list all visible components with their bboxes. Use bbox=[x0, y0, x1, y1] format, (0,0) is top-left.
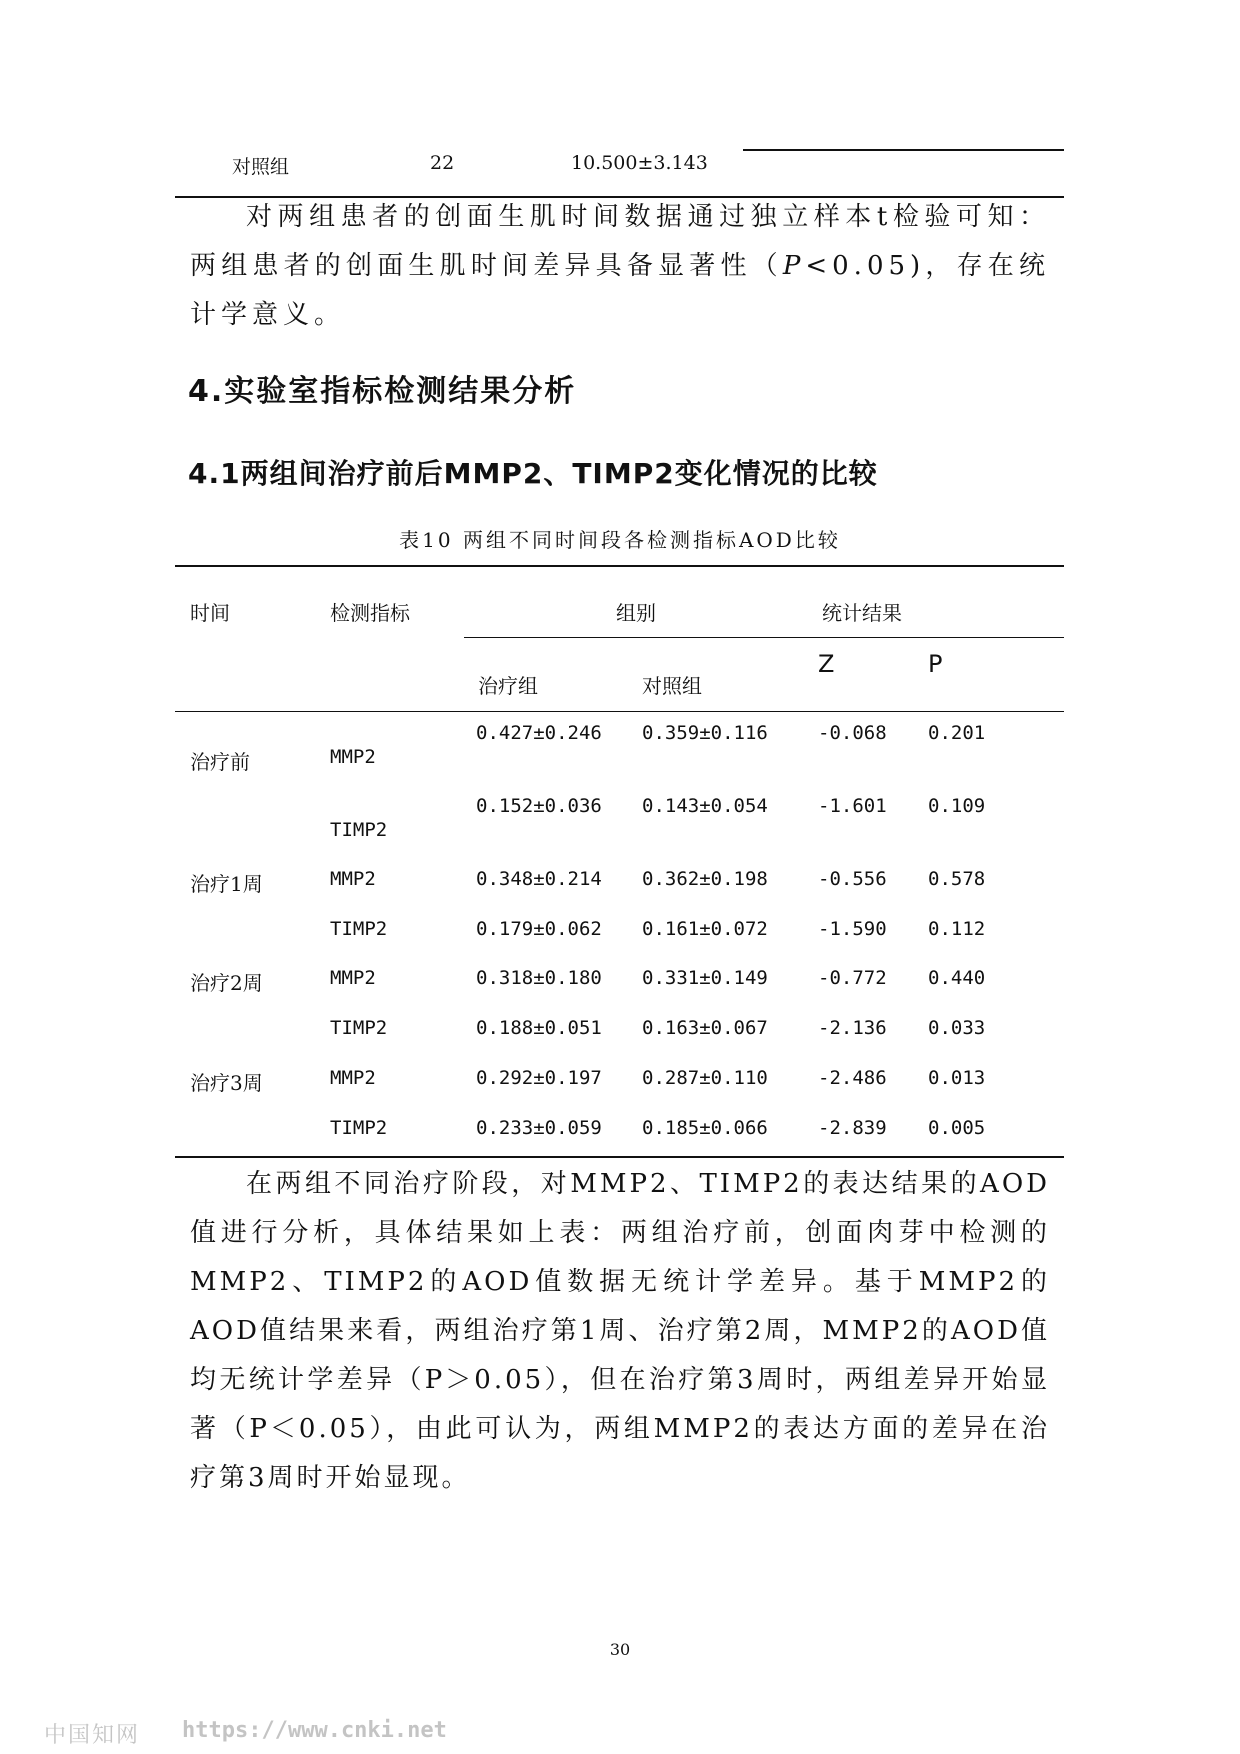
footer-url: https://www.cnki.net bbox=[182, 1718, 447, 1743]
header-stats: 统计结果 bbox=[822, 601, 902, 625]
row-2-treat: 0.348±0.214 bbox=[476, 868, 602, 890]
paragraph-1-p-letter: P bbox=[782, 251, 806, 281]
row-4-z: -0.772 bbox=[818, 967, 887, 989]
row-1-treat: 0.152±0.036 bbox=[476, 795, 602, 817]
table-caption: 表10 两组不同时间段各检测指标AOD比较 bbox=[399, 528, 841, 552]
row-6-control: 0.287±0.110 bbox=[642, 1067, 768, 1089]
section-heading: 4.实验室指标检测结果分析 bbox=[188, 374, 577, 409]
row-6-z: -2.486 bbox=[818, 1067, 887, 1089]
row-3-indicator: TIMP2 bbox=[330, 918, 388, 940]
row-4-time: 治疗2周 bbox=[190, 971, 263, 995]
row-0-control: 0.359±0.116 bbox=[642, 722, 768, 744]
page-number: 30 bbox=[609, 1640, 631, 1659]
row-6-treat: 0.292±0.197 bbox=[476, 1067, 602, 1089]
paragraph-1-text-a: 对两组患者的创面生肌时间数据通过独立样本t检验可知：两组患者的创面生肌时间差异具备显著性（ bbox=[190, 202, 1050, 281]
header-indicator: 检测指标 bbox=[330, 601, 410, 625]
row-7-treat: 0.233±0.059 bbox=[476, 1117, 602, 1139]
header-time: 时间 bbox=[190, 601, 230, 625]
row-1-indicator: TIMP2 bbox=[330, 819, 388, 841]
row-1-z: -1.601 bbox=[818, 795, 887, 817]
subsection-heading: 4.1两组间治疗前后MMP2、TIMP2变化情况的比较 bbox=[188, 457, 878, 490]
row-0-time: 治疗前 bbox=[190, 750, 250, 774]
row-0-treat: 0.427±0.246 bbox=[476, 722, 602, 744]
header-treat: 治疗组 bbox=[478, 674, 538, 698]
paragraph-2: 在两组不同治疗阶段，对MMP2、TIMP2的表达结果的AOD值进行分析，具体结果如上表：两组治疗前，创面肉芽中检测的MMP2、TIMP2的AOD值数据无统计学差异。基于MMP2的AOD值结果来看，两组治疗第1周、治疗第2周，MMP2的AOD值均无统计学差异（P＞0.05），但在治疗第3周时，两组差异开始显著（P＜0.05），由此可认为，两组MMP2的表达方面的差异在治疗第3周时开始显现。 bbox=[190, 1169, 1050, 1493]
table-group-rule bbox=[464, 637, 1064, 638]
row-1-control: 0.143±0.054 bbox=[642, 795, 768, 817]
header-group: 组别 bbox=[616, 601, 656, 625]
paragraph-1-text-b: <0.05)，存在统计学意义。 bbox=[190, 251, 1050, 330]
row-3-treat: 0.179±0.062 bbox=[476, 918, 602, 940]
row-5-control: 0.163±0.067 bbox=[642, 1017, 768, 1039]
footer-site-name: 中国知网 bbox=[44, 1723, 141, 1748]
row-7-control: 0.185±0.066 bbox=[642, 1117, 768, 1139]
row-6-time: 治疗3周 bbox=[190, 1071, 263, 1095]
paragraph-1 bbox=[190, 193, 1050, 340]
row-6-indicator: MMP2 bbox=[330, 1067, 376, 1089]
row-7-indicator: TIMP2 bbox=[330, 1117, 388, 1139]
row-5-indicator: TIMP2 bbox=[330, 1017, 388, 1039]
header-control: 对照组 bbox=[642, 674, 702, 698]
row-7-z: -2.839 bbox=[818, 1117, 887, 1139]
table-top-rule bbox=[175, 565, 1064, 567]
row-2-control: 0.362±0.198 bbox=[642, 868, 768, 890]
row-4-indicator: MMP2 bbox=[330, 967, 376, 989]
prev-table-group: 对照组 bbox=[232, 156, 290, 178]
row-4-treat: 0.318±0.180 bbox=[476, 967, 602, 989]
row-4-control: 0.331±0.149 bbox=[642, 967, 768, 989]
prev-table-top-rule bbox=[743, 149, 1064, 151]
prev-table-value: 10.500±3.143 bbox=[571, 152, 708, 174]
row-4-p: 0.440 bbox=[928, 967, 986, 989]
row-7-p: 0.005 bbox=[928, 1117, 986, 1139]
row-2-time: 治疗1周 bbox=[190, 872, 263, 896]
row-0-z: -0.068 bbox=[818, 722, 887, 744]
row-0-indicator: MMP2 bbox=[330, 746, 376, 768]
row-6-p: 0.013 bbox=[928, 1067, 986, 1089]
header-z: Z bbox=[818, 650, 835, 678]
header-p: P bbox=[928, 650, 943, 678]
row-5-treat: 0.188±0.051 bbox=[476, 1017, 602, 1039]
row-2-z: -0.556 bbox=[818, 868, 887, 890]
row-0-p: 0.201 bbox=[928, 722, 986, 744]
row-3-z: -1.590 bbox=[818, 918, 887, 940]
row-3-p: 0.112 bbox=[928, 918, 986, 940]
row-3-control: 0.161±0.072 bbox=[642, 918, 768, 940]
row-5-z: -2.136 bbox=[818, 1017, 887, 1039]
row-5-p: 0.033 bbox=[928, 1017, 986, 1039]
row-1-p: 0.109 bbox=[928, 795, 986, 817]
row-2-indicator: MMP2 bbox=[330, 868, 376, 890]
row-2-p: 0.578 bbox=[928, 868, 986, 890]
table-header-rule bbox=[175, 711, 1064, 712]
prev-table-n: 22 bbox=[430, 152, 455, 174]
table-bottom-rule bbox=[175, 1156, 1064, 1158]
